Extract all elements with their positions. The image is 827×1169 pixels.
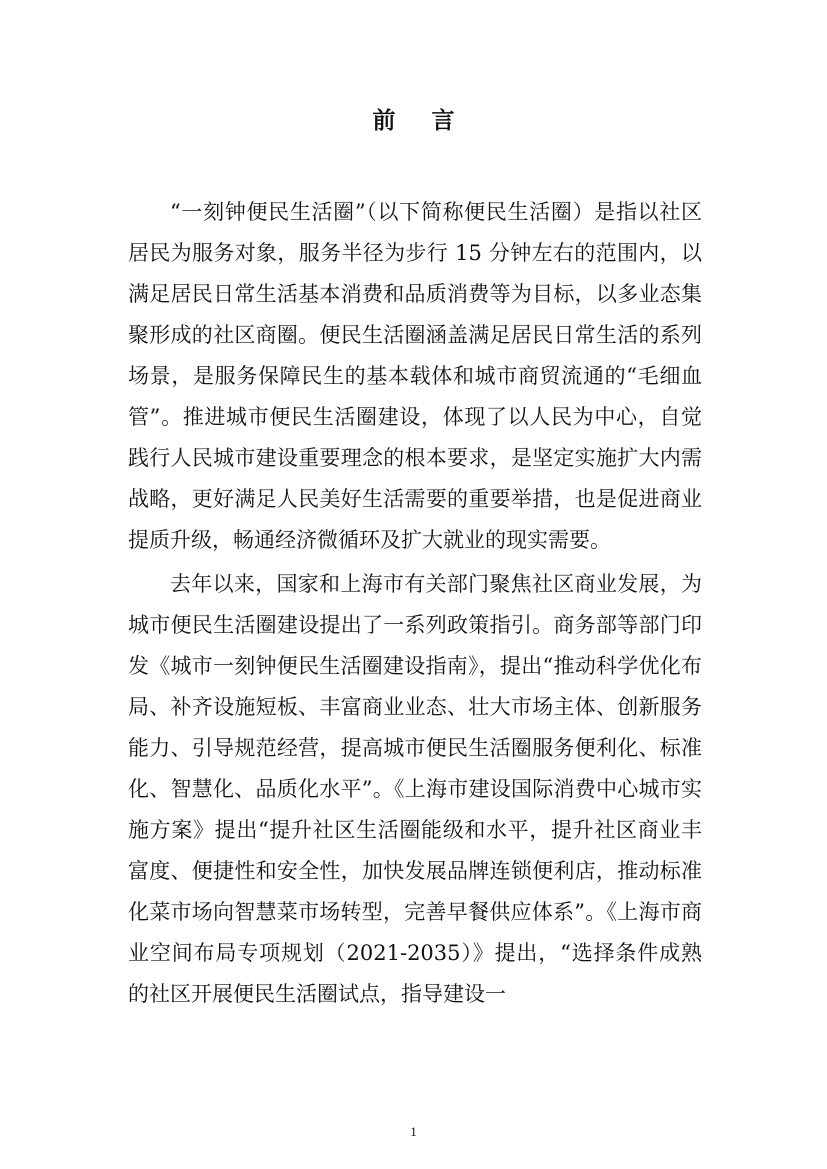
paragraph-1: “一刻钟便民生活圈”（以下简称便民生活圈）是指以社区居民为服务对象，服务半径为步行 15 分钟左右的范围内，以满足居民日常生活基本消费和品质消费等为目标，以多业态集聚形成的社区商圈。便民生活圈涵盖满足居民日常生活的系列场景，是服务保障民生的基本载体和城市商贸流通的“毛细血管”。推进城市便民生活圈建设，体现了以人民为中心，自觉践行人民城市建设重要理念的根本要求，是坚定实施扩大内需战略，更好满足人民美好生活需要的重要举措，也是促进商业提质升级，畅通经济微循环及扩大就业的现实需要。 [128, 200, 702, 552]
paragraph-2: 去年以来，国家和上海市有关部门聚焦社区商业发展，为城市便民生活圈建设提出了一系列政策指引。商务部等部门印发《城市一刻钟便民生活圈建设指南》，提出“推动科学优化布局、补齐设施短板、丰富商业业态、壮大市场主体、创新服务能力、引导规范经营，提高城市便民生活圈服务便利化、标准化、智慧化、品质化水平”。《上海市建设国际消费中心城市实施方案》提出“提升社区生活圈能级和水平，提升社区商业丰富度、便捷性和安全性，加快发展品牌连锁便利店，推动标准化菜市场向智慧菜市场转型，完善早餐供应体系”。《上海市商业空间布局专项规划（2021-2035）》提出，“选择条件成熟的社区开展便民生活圈试点，指导建设一 [128, 572, 702, 1006]
page-title: 前 言 [372, 107, 469, 134]
page-number: 1 [410, 1124, 417, 1139]
document-body [128, 192, 702, 1015]
